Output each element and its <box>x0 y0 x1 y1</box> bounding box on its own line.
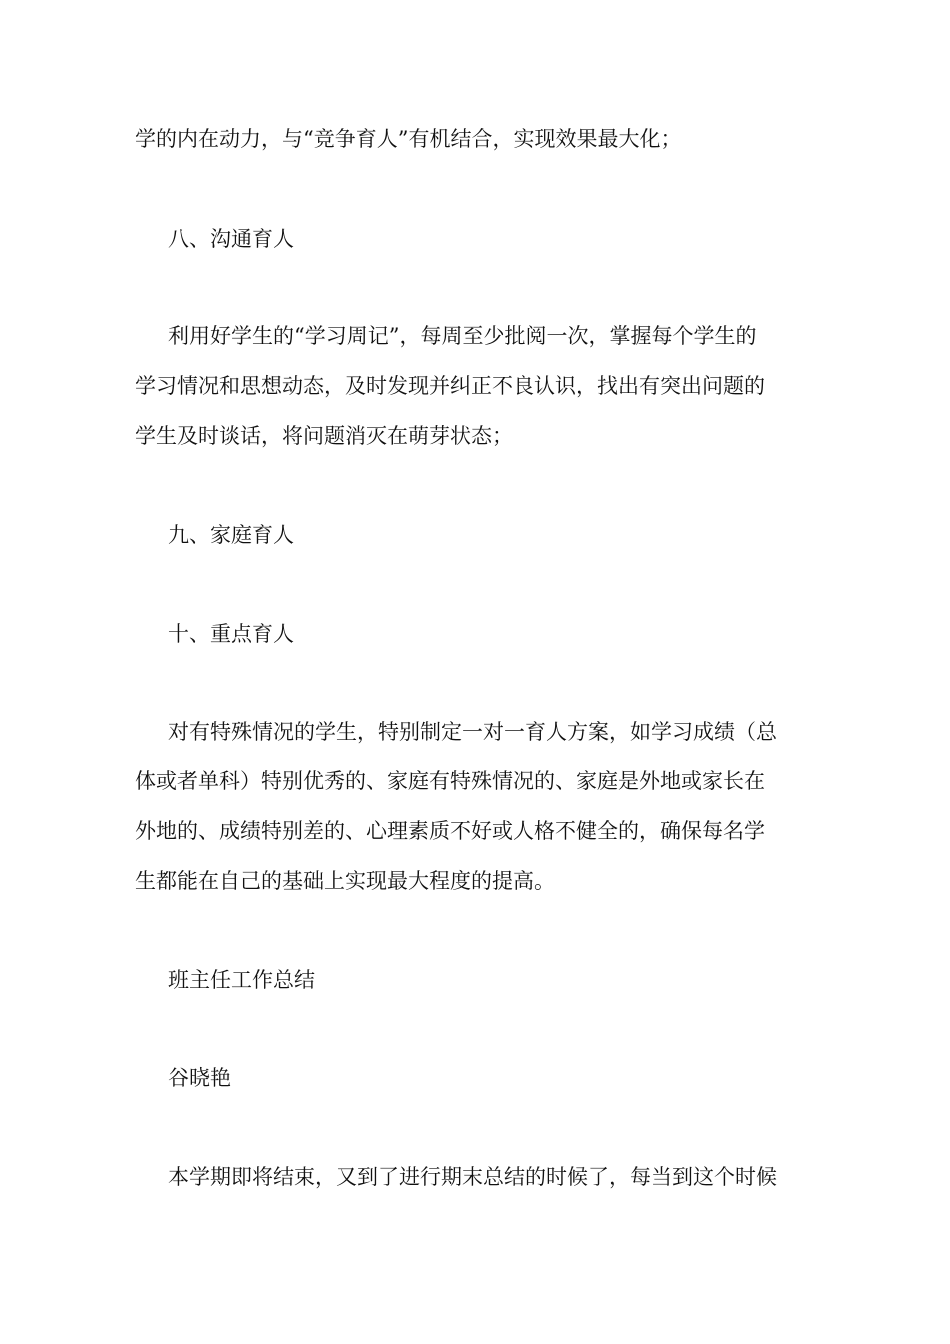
author-name: 谷晓艳 <box>168 1066 231 1090</box>
paragraph-line: 学的内在动力，与“竞争育人”有机结合，实现效果最大化； <box>135 127 682 151</box>
section-heading-9: 九、家庭育人 <box>168 523 294 547</box>
section-heading-10: 十、重点育人 <box>168 622 294 646</box>
paragraph-line: 学生及时谈话，将问题消灭在萌芽状态； <box>135 424 513 448</box>
paragraph-line: 体或者单科）特别优秀的、家庭有特殊情况的、家庭是外地或家长在 <box>135 769 765 793</box>
paragraph-line: 利用好学生的“学习周记”，每周至少批阅一次，掌握每个学生的 <box>168 324 757 348</box>
paragraph-line: 本学期即将结束，又到了进行期末总结的时候了，每当到这个时候 <box>168 1165 777 1189</box>
paragraph-line: 对有特殊情况的学生，特别制定一对一育人方案，如学习成绩（总 <box>168 720 777 744</box>
section-heading-8: 八、沟通育人 <box>168 227 294 251</box>
paragraph-line: 学习情况和思想动态，及时发现并纠正不良认识，找出有突出问题的 <box>135 374 765 398</box>
document-title: 班主任工作总结 <box>168 968 315 992</box>
paragraph-line: 外地的、成绩特别差的、心理素质不好或人格不健全的，确保每名学 <box>135 819 765 843</box>
paragraph-line: 生都能在自己的基础上实现最大程度的提高。 <box>135 869 555 893</box>
